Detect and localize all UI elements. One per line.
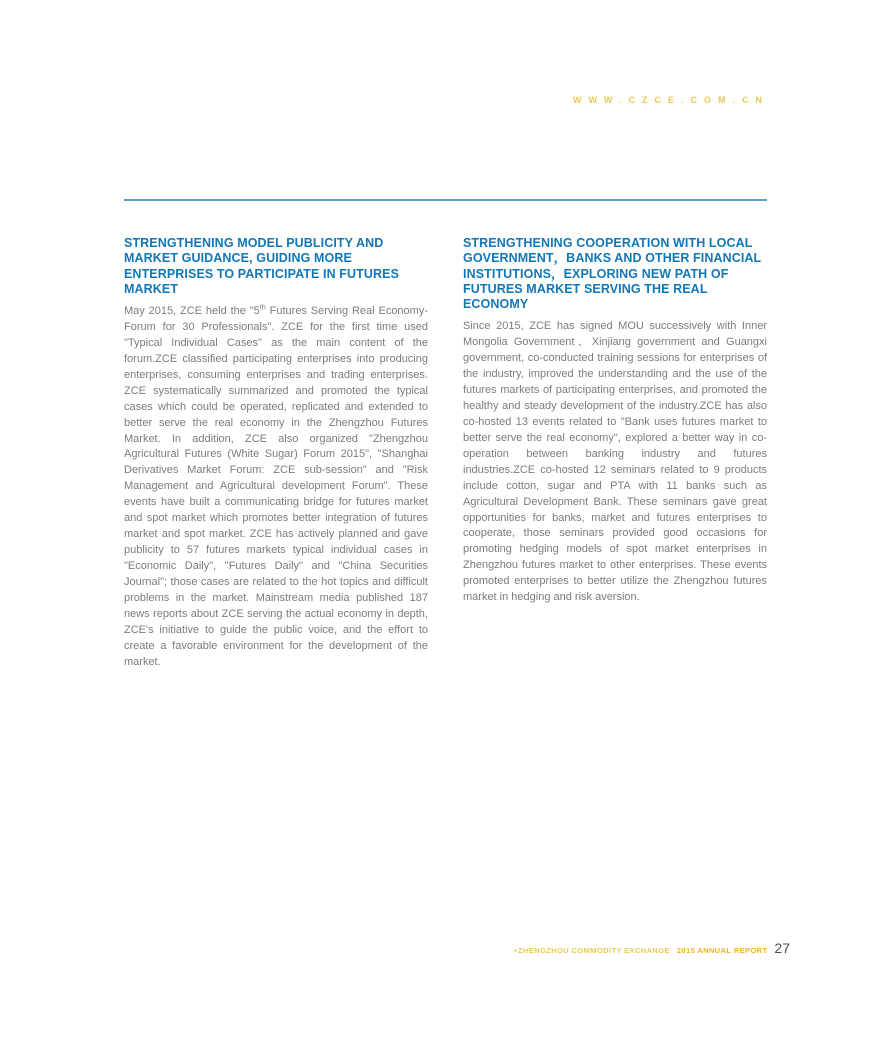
website-url: WWW.CZCE.COM.CN — [573, 95, 769, 105]
footer-report-text: 2015 ANNUAL REPORT — [676, 946, 768, 955]
article-left-body-start: May 2015, ZCE held the "5 — [124, 305, 260, 317]
article-right-body: Since 2015, ZCE has signed MOU successively with Inner Mongolia Government、Xinjiang government and Guangxi government, co-conducted training sessions for enterprises of the industry, improved the understanding and the use of the futures markets of participating enterprises, and promoted the healthy and steady development of the industry.ZCE has also co-hosted 13 events related to "Bank uses futures market to better serve the real economy", explored a better way in co-operation between banking industry and futures industries.ZCE co-hosted 12 seminars related to 9 products include cotton, sugar and PTA with 11 banks such as Agricultural Development Bank. These seminars gave great opportunities for banks, market and futures enterprises to cooperate, those seminars provided good occasions for promoting hedging models of spot market enterprises in Zhengzhou futures market to other enterprises. These events promoted enterprises to better utilize the Zhengzhou futures market in hedging and risk aversion. — [463, 320, 767, 604]
content-columns — [124, 236, 767, 671]
divider-line — [124, 199, 767, 201]
article-left — [124, 236, 428, 671]
page-number: 27 — [774, 940, 790, 956]
footer-brand-text: +ZHENGZHOU COMMODITY EXCHANGE — [513, 946, 670, 955]
article-right — [463, 236, 767, 671]
article-right-heading: STRENGTHENING COOPERATION WITH LOCAL GOVERNMENT，BANKS AND OTHER FINANCIAL INSTITUTIONS，EXPLORING NEW PATH OF FUTURES MARKET SERVING THE REAL ECONOMY — [463, 236, 762, 311]
article-left-body — [124, 304, 428, 671]
article-left-body-superscript: th — [259, 303, 266, 312]
article-left-body-rest: Futures Serving Real Economy-Forum for 30 Professionals". ZCE for the first time used "Typical Individual Cases" as the main content of the forum.ZCE classified participating enterprises into producing enterprises, consuming enterprises and trading enterprises. ZCE systematically summarized and promoted the typical cases which could be operated, replicated and extended to better serve the real economy in the Zhengzhou Futures Market. In addition, ZCE also organized "Zhengzhou Agricultural Futures (White Sugar) Forum 2015", "Shanghai Derivatives Market Forum: ZCE sub-session" and "Risk Management and Agricultural development Forum". These events have built a communicating bridge for futures market and spot market which promotes better integration of futures market and spot market. ZCE has actively planned and gave publicity to 57 futures markets typical individual cases in "Economic Daily", "Futures Daily" and "China Securities Journal"; those cases are related to the hot topics and difficult problems in the market. Mainstream media published 187 news reports about ZCE serving the actual economy in depth, ZCE's initiative to guide the public voice, and the effort to create a favorable environment for the development of the market. — [124, 305, 428, 668]
page-footer — [513, 940, 790, 956]
article-left-heading: STRENGTHENING MODEL PUBLICITY AND MARKET GUIDANCE, GUIDING MORE ENTERPRISES TO PARTICIPATE IN FUTURES MARKET — [124, 236, 400, 296]
